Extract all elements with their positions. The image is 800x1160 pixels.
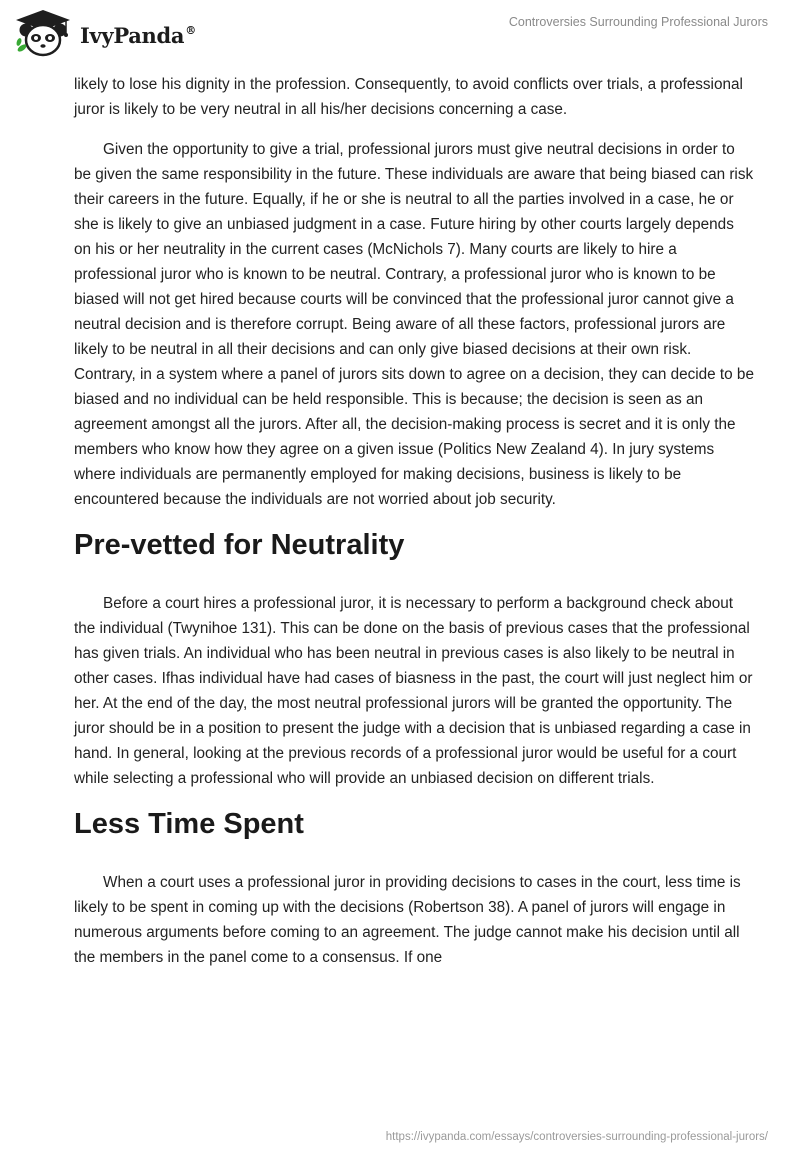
document-title: Controversies Surrounding Professional Jurors xyxy=(508,15,768,29)
paragraph-less-time: When a court uses a professional juror in providing decisions to cases in the court, less time is likely to be spent in coming up with the decisions (Robertson 38). A panel of jurors will engage in numerous arguments before coming to an agreement. The judge cannot make his decision until all the members in the panel come to a consensus. If one xyxy=(74,874,741,966)
heading-less-time: Less Time Spent xyxy=(74,808,304,840)
ivypanda-logo[interactable] xyxy=(14,8,196,58)
registered-mark: ® xyxy=(185,23,196,37)
source-url[interactable]: https://ivypanda.com/essays/controversies-surrounding-professional-jurors/ xyxy=(385,1131,768,1143)
page-header xyxy=(0,0,800,72)
logo-text: IvyPanda xyxy=(80,22,185,48)
panda-graduate-icon xyxy=(14,8,72,58)
paragraph-opportunity: Given the opportunity to give a trial, professional jurors must give neutral decisions in order to be given the same responsibility in the future. These individuals are aware that being biased can risk their careers in the future. Equally, if he or she is neutral to all the parties involved in a case, he or she is likely to give an unbiased judgment in a case. Future hiring by other courts largely depends on his or her neutrality in the current cases (McNichols 7). Many courts are likely to hire a professional juror who is known to be neutral. Contrary, a professional juror who is known to be biased will not get hired because courts will be convinced that the professional juror cannot give a neutral decision and is therefore corrupt. Being aware of all these factors, professional jurors are likely to be neutral in all their decisions and can only give biased decisions at their own risk. Contrary, in a system where a panel of jurors sits down to agree on a decision, they can decide to be biased and no individual can be held responsible. This is because; the decision is seen as an agreement amongst all the jurors. After all, the decision-making process is secret and it is only the members who know how they agree on a given issue (Politics New Zealand 4). In jury systems where individuals are permanently employed for making decisions, business is likely to be encountered because the individuals are not worried about job security. xyxy=(74,141,754,508)
essay-body xyxy=(74,72,754,985)
logo-wordmark xyxy=(80,23,196,48)
heading-prevetted: Pre-vetted for Neutrality xyxy=(74,529,405,561)
paragraph-prevetted: Before a court hires a professional juror, it is necessary to perform a background check about the individual (Twynihoe 131). This can be done on the basis of previous cases that the professional has given trials. An individual who has been neutral in previous cases is also likely to be neutral in other cases. Ifhas individual have had cases of biasness in the past, the court will just neglect him or her. At the end of the day, the most neutral professional jurors will be granted the opportunity. The juror should be in a position to present the judge with a decision that is unbiased regarding a case in hand. In general, looking at the previous records of a professional juror would be useful for a court while selecting a professional who will provide an unbiased decision on different trials. xyxy=(74,595,753,787)
paragraph-intro: likely to lose his dignity in the profession. Consequently, to avoid conflicts over trials, a professional juror is likely to be very neutral in all his/her decisions concerning a case. xyxy=(74,76,743,118)
